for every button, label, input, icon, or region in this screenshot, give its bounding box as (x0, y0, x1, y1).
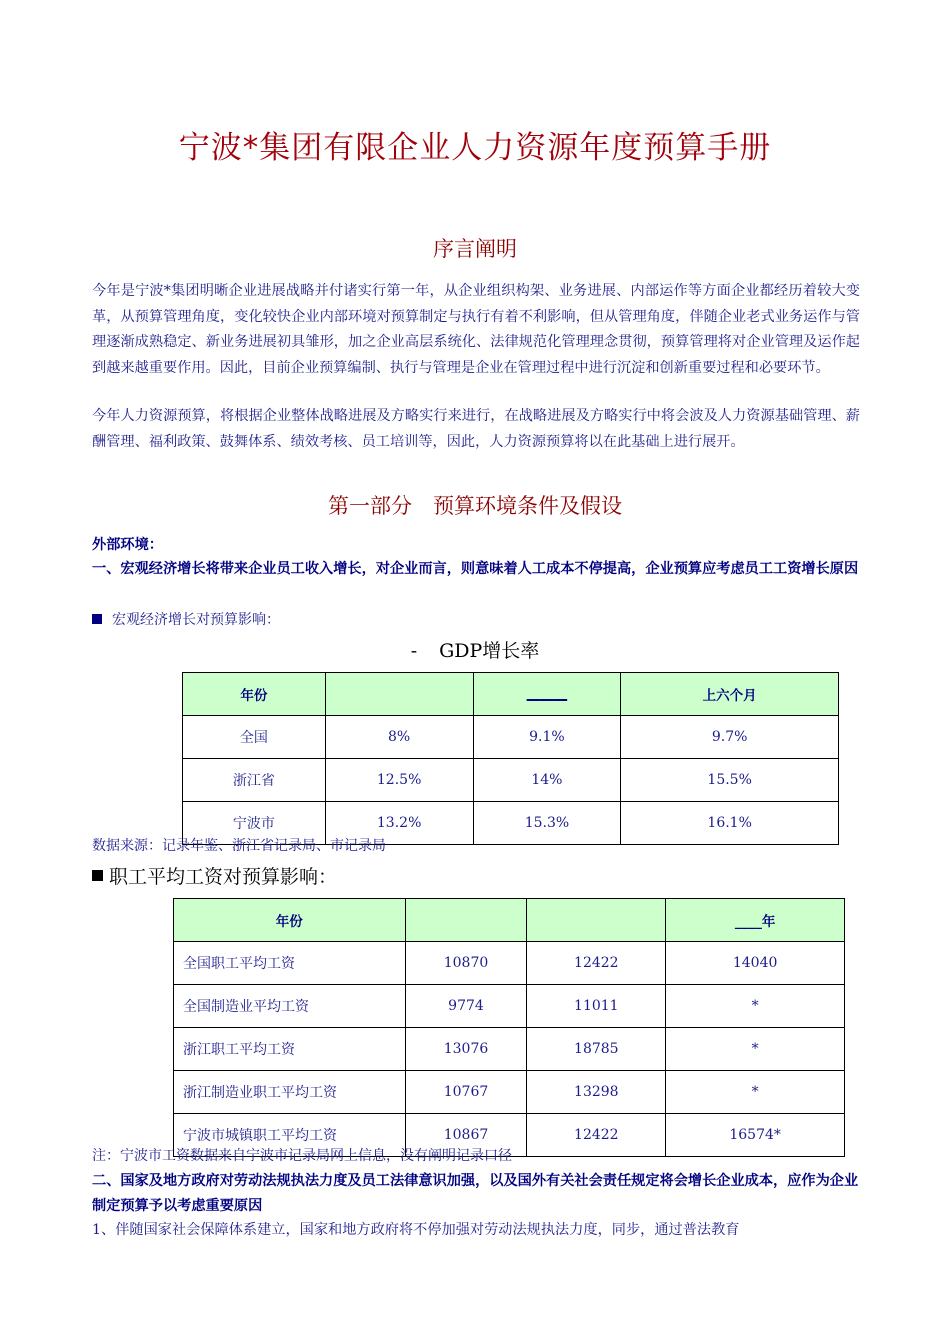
table-cell: 8% (325, 716, 473, 759)
header-cell (325, 673, 473, 716)
table-cell: * (666, 1028, 845, 1071)
table-cell: 12422 (527, 942, 666, 985)
wage-table-note: 注：宁波市工资数据来自宁波市记录局网上信息，没有阐明记录口径 (92, 1148, 512, 1164)
average-wage-table (173, 898, 845, 1157)
table-cell: 宁波市 (183, 802, 326, 845)
table-row (174, 1028, 845, 1071)
table-row (174, 985, 845, 1028)
table-row (174, 1071, 845, 1114)
square-bullet-icon (92, 614, 102, 624)
gdp-table-heading (0, 636, 950, 663)
table-cell: 浙江制造业职工平均工资 (174, 1071, 406, 1114)
table-cell: 15.3% (473, 802, 621, 845)
table-cell: 全国制造业平均工资 (174, 985, 406, 1028)
table-row (183, 759, 839, 802)
external-environment-label: 外部环境： (92, 537, 163, 553)
table-cell: 18785 (527, 1028, 666, 1071)
header-cell: 年份 (183, 673, 326, 716)
part1-heading: 第一部分 预算环境条件及假设 (328, 494, 622, 518)
point-1-text: 一、宏观经济增长将带来企业员工收入增长，对企业而言，则意味着人工成本不停提高，企业预算应考虑员工工资增长原因 (92, 561, 859, 577)
document-title: 宁波*集团有限企业人力资源年度预算手册 (178, 130, 772, 166)
table-cell: 9.7% (621, 716, 839, 759)
table-cell: 浙江职工平均工资 (174, 1028, 406, 1071)
table-cell: 10867 (405, 1114, 527, 1157)
bullet-gdp-impact (92, 609, 280, 629)
header-cell: ____年 (666, 899, 845, 942)
point-2-item-1: 1、伴随国家社会保障体系建立，国家和地方政府将不停加强对劳动法规执法力度，同步，通过普法教育 (92, 1222, 740, 1238)
preface-paragraph-1: 今年是宁波*集团明晰企业进展战略并付诸实行第一年，从企业组织构架、业务进展、内部运作等方面企业都经历着较大变革，从预算管理角度，变化较快企业内部环境对预算制定与执行有着不利影响，但从管理角度，伴随企业老式业务运作与管理逐渐成熟稳定、新业务进展初具雏形，加之企业高层系统化、法律规范化管理理念贯彻，预算管理将对企业管理及运作起到越来越重要作用。因此，目前企业预算编制、执行与管理是企业在管理过程中进行沉淀和创新重要过程和必要环节。 (92, 283, 860, 376)
table-cell: * (666, 985, 845, 1028)
square-bullet-icon (92, 870, 103, 881)
bullet-gdp-impact-text: 宏观经济增长对预算影响： (112, 612, 280, 628)
header-cell: ______ (473, 673, 621, 716)
header-cell (527, 899, 666, 942)
table-cell: 12422 (527, 1114, 666, 1157)
table-cell: 13.2% (325, 802, 473, 845)
header-cell: 上六个月 (621, 673, 839, 716)
header-cell (405, 899, 527, 942)
table-cell: 10870 (405, 942, 527, 985)
table-cell: 14040 (666, 942, 845, 985)
table-header-row (183, 673, 839, 716)
gdp-heading-text: GDP增长率 (439, 640, 540, 662)
table-cell: 9.1% (473, 716, 621, 759)
table-cell: 全国 (183, 716, 326, 759)
gdp-growth-table (182, 672, 839, 845)
gdp-heading-dash: - (410, 640, 418, 662)
preface-heading: 序言阐明 (433, 237, 517, 261)
table-header-row (174, 899, 845, 942)
table-row (183, 716, 839, 759)
header-cell: 年份 (174, 899, 406, 942)
table-cell: 宁波市城镇职工平均工资 (174, 1114, 406, 1157)
table-cell: * (666, 1071, 845, 1114)
table-cell: 9774 (405, 985, 527, 1028)
wage-table-heading (92, 862, 337, 889)
table-cell: 10767 (405, 1071, 527, 1114)
wage-heading-text: 职工平均工资对预算影响： (109, 866, 338, 888)
table-cell: 13076 (405, 1028, 527, 1071)
table-cell: 16.1% (621, 802, 839, 845)
table-cell: 浙江省 (183, 759, 326, 802)
gdp-data-source: 数据来源：记录年鉴、浙江省记录局、市记录局 (92, 838, 386, 854)
table-cell: 13298 (527, 1071, 666, 1114)
preface-paragraph-2: 今年人力资源预算，将根据企业整体战略进展及方略实行来进行，在战略进展及方略实行中将会波及人力资源基础管理、薪酬管理、福利政策、鼓舞体系、绩效考核、员工培训等，因此，人力资源预算将以在此基础上进行展开。 (92, 408, 860, 450)
table-cell: 11011 (527, 985, 666, 1028)
table-row (174, 942, 845, 985)
table-cell: 14% (473, 759, 621, 802)
table-cell: 全国职工平均工资 (174, 942, 406, 985)
table-cell: 12.5% (325, 759, 473, 802)
point-2-text: 二、国家及地方政府对劳动法规执法力度及员工法律意识加强，以及国外有关社会责任规定将会增长企业成本，应作为企业制定预算予以考虑重要原因 (92, 1173, 859, 1214)
table-cell: 15.5% (621, 759, 839, 802)
table-cell: 16574* (666, 1114, 845, 1157)
